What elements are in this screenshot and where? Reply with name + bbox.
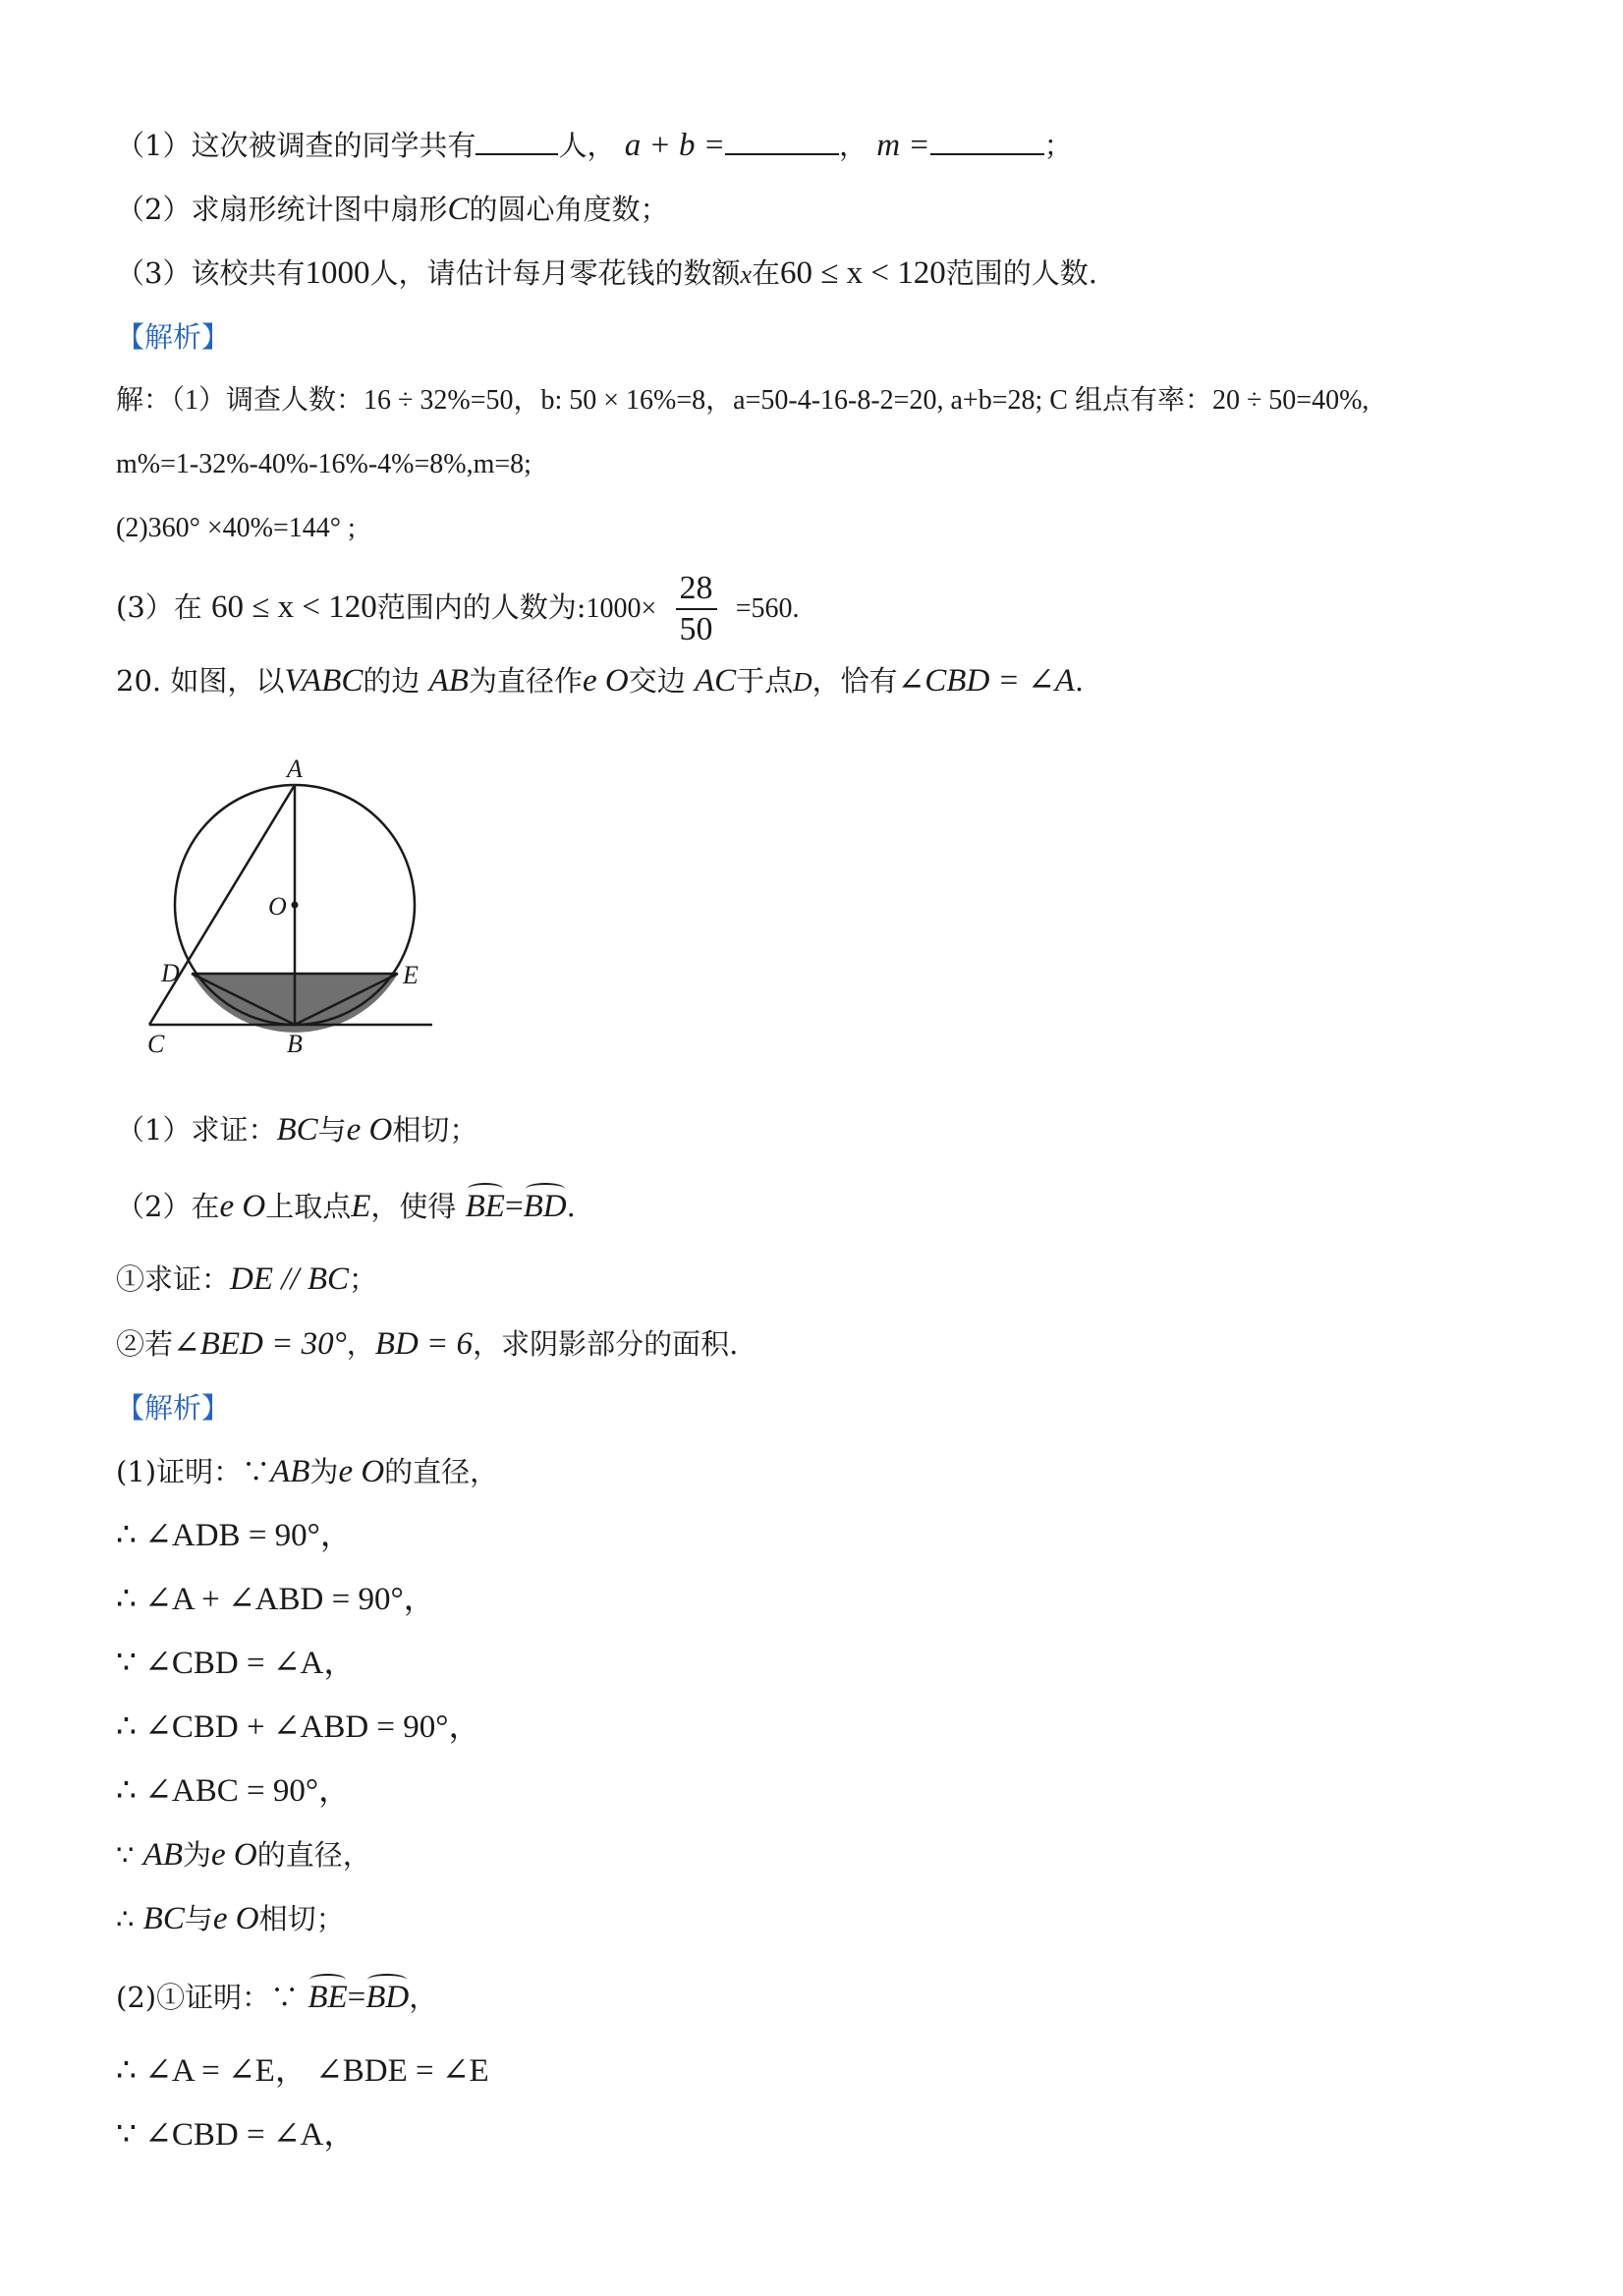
sol20-s1: [116, 1452, 498, 1491]
q19-part1-sep: ，: [838, 129, 867, 162]
q20-p1-suffix: 相切；: [392, 1113, 478, 1147]
q19-part2-suffix: 的圆心角度数；: [469, 193, 669, 226]
sol19-line4-prefix: (3）在: [116, 590, 202, 624]
sol20-s9-end: ，: [409, 1981, 438, 2014]
segment-ac: AC: [694, 663, 737, 699]
q20-p2-mid2: ，使得: [370, 1190, 457, 1223]
sol20-arc-bd: BD: [365, 1980, 410, 2015]
q20-stem-e: ，恰有: [812, 664, 898, 698]
sol19-line2: m%=1-32%-40%-16%-4%=8%,m=8;: [116, 449, 532, 479]
q20-stem-a: 的边: [363, 664, 420, 698]
q19-part1: [116, 126, 1073, 165]
sol20-s8: [116, 1899, 345, 1938]
var-x: x: [740, 260, 753, 289]
q19-part1-end: ；: [1043, 129, 1073, 162]
label-b: B: [287, 1030, 303, 1058]
segment-ab: AB: [428, 663, 469, 699]
sol19-result: =560.: [735, 593, 800, 624]
arc-bd: BD: [523, 1189, 567, 1224]
q19-part1-unit: 人，: [558, 129, 616, 162]
geometry-figure: [138, 742, 452, 1066]
sol20-s8-circle: e O: [212, 1901, 259, 1936]
analysis-label-1: 【解析】: [116, 320, 231, 354]
sector-c: C: [447, 192, 470, 227]
q19-part3: [116, 253, 1097, 295]
blank-m: [930, 128, 1044, 155]
q19-part2: [116, 190, 668, 229]
ab-expression: a + b =: [624, 128, 725, 163]
q20-part2b: [116, 1324, 738, 1364]
range-expression: 60 ≤ x < 120: [780, 255, 946, 291]
q19-part3-suffix: 范围的人数.: [945, 256, 1097, 290]
sol20-s8-bc: BC: [142, 1901, 185, 1936]
q20-p2-eq: =: [504, 1189, 524, 1224]
q20-stem-b: 为直径作: [468, 664, 583, 698]
q20-part2a: [116, 1260, 377, 1299]
angle-condition: ∠CBD = ∠A: [897, 663, 1075, 699]
sol20-s1-suffix: 的直径，: [384, 1455, 499, 1488]
blank-count: [476, 128, 558, 155]
q20-p2a-end: ；: [349, 1262, 378, 1296]
analysis-label-2: 【解析】: [116, 1391, 231, 1425]
q20-stem-d: 于点: [736, 664, 794, 698]
q20-stem-num: 20. 如图，以: [116, 664, 285, 698]
sol20-s7-circle: e O: [211, 1837, 257, 1873]
school-total: 1000: [305, 255, 370, 291]
q19-part3-in: 在: [752, 256, 781, 290]
sol20-s2: ∴ ∠ADB = 90°，: [116, 1518, 353, 1553]
q19-part2-prefix: （2）求扇形统计图中扇形: [116, 193, 448, 226]
sol20-s1-prefix: (1)证明：∵: [116, 1455, 271, 1488]
center-point: [292, 902, 299, 909]
label-o: O: [268, 892, 287, 921]
q20-p1-bc: BC: [276, 1112, 318, 1148]
label-e: E: [403, 961, 419, 989]
sol20-s7-mid: 为: [183, 1838, 212, 1872]
q20-p2-prefix: （2）在: [116, 1190, 220, 1223]
sol20-s9-eq: =: [347, 1980, 366, 2015]
sol20-s9-prefix: (2)①证明：∵: [116, 1981, 300, 2014]
circle-o: e O: [582, 663, 629, 699]
fraction-denominator: 50: [679, 611, 713, 647]
sol20-s5: ∴ ∠CBD + ∠ABD = 90°，: [116, 1709, 481, 1745]
arc-be: BE: [465, 1189, 505, 1224]
q19-part1-prefix: （1）这次被调查的同学共有: [116, 129, 476, 162]
sol19-line3: (2)360° ×40%=144° ;: [116, 513, 356, 543]
q20-stem: [116, 661, 1084, 701]
sol20-s1-circle: e O: [338, 1454, 385, 1489]
sol19-line1: 解：（1）调查人数：16 ÷ 32%=50，b: 50 × 16%=8，a=50-4-16-8-2=20, a+b=28; C 组点有率：20 ÷ 50=40%,: [116, 385, 1370, 416]
sol20-s8-mid: 与: [184, 1902, 213, 1935]
q20-p1-prefix: （1）求证：: [116, 1113, 277, 1147]
fraction-numerator: 28: [676, 569, 717, 610]
q19-part3-middle: 人，请估计每月零花钱的数额: [369, 256, 741, 290]
q20-p2b-prefix: ②若: [116, 1327, 174, 1361]
q20-p2a-prefix: ①求证：: [116, 1262, 231, 1296]
q20-p2b-bd: BD = 6: [374, 1326, 474, 1362]
q20-p2-e: E: [351, 1189, 371, 1224]
q20-p2a-expr: DE // BC: [230, 1261, 350, 1297]
blank-ab: [725, 128, 839, 155]
fraction-28-50: [676, 569, 717, 649]
q20-p2b-suffix: ，求阴影部分的面积.: [473, 1327, 739, 1361]
sol20-s8-suffix: 相切；: [258, 1902, 345, 1935]
label-d: D: [161, 959, 180, 987]
q20-part1: [116, 1110, 477, 1149]
q20-p2-circle: e O: [219, 1189, 266, 1224]
q20-part2: [116, 1187, 576, 1226]
m-expression: m =: [876, 128, 930, 163]
label-a: A: [287, 755, 303, 783]
sol19-line4: [116, 564, 800, 652]
sol20-s4: ∵ ∠CBD = ∠A，: [116, 1646, 357, 1681]
sol20-s10: ∴ ∠A = ∠E， ∠BDE = ∠E: [116, 2053, 489, 2089]
q20-stem-c: 交边: [628, 664, 686, 698]
q20-stem-f: .: [1074, 664, 1085, 698]
q20-p2b-sep: ，: [346, 1327, 375, 1361]
sol20-s7: [116, 1835, 371, 1875]
q20-p2-end: .: [566, 1190, 576, 1223]
sol19-mult: 1000×: [586, 593, 657, 624]
sol19-range: 60 ≤ x < 120: [210, 589, 377, 625]
sol20-s6: ∴ ∠ABC = 90°，: [116, 1773, 352, 1809]
label-c: C: [147, 1030, 165, 1058]
sol20-s9: [116, 1978, 437, 2017]
sol20-s3: ∴ ∠A + ∠ABD = 90°，: [116, 1582, 436, 1617]
triangle-abc: VABC: [284, 663, 364, 699]
point-d: D: [793, 667, 812, 697]
sol20-s7-suffix: 的直径，: [256, 1838, 371, 1872]
q20-p2b-angle: ∠BED = 30°: [173, 1326, 347, 1362]
sol20-s1-ab: AB: [270, 1454, 310, 1489]
sol20-arc-be: BE: [308, 1980, 348, 2015]
q20-p2-mid: 上取点: [265, 1190, 352, 1223]
q20-p1-circle: e O: [346, 1112, 393, 1148]
sol20-s8-prefix: ∴: [116, 1902, 135, 1935]
sol20-s7-prefix: ∵: [116, 1838, 135, 1872]
sol19-line4-mid: 范围内的人数为:: [376, 590, 587, 624]
q19-part3-prefix: （3）该校共有: [116, 256, 306, 290]
sol20-s7-ab: AB: [142, 1837, 183, 1873]
sol20-s1-mid: 为: [309, 1455, 339, 1488]
q20-p1-with: 与: [317, 1113, 347, 1147]
sol20-s11: ∵ ∠CBD = ∠A，: [116, 2117, 357, 2153]
